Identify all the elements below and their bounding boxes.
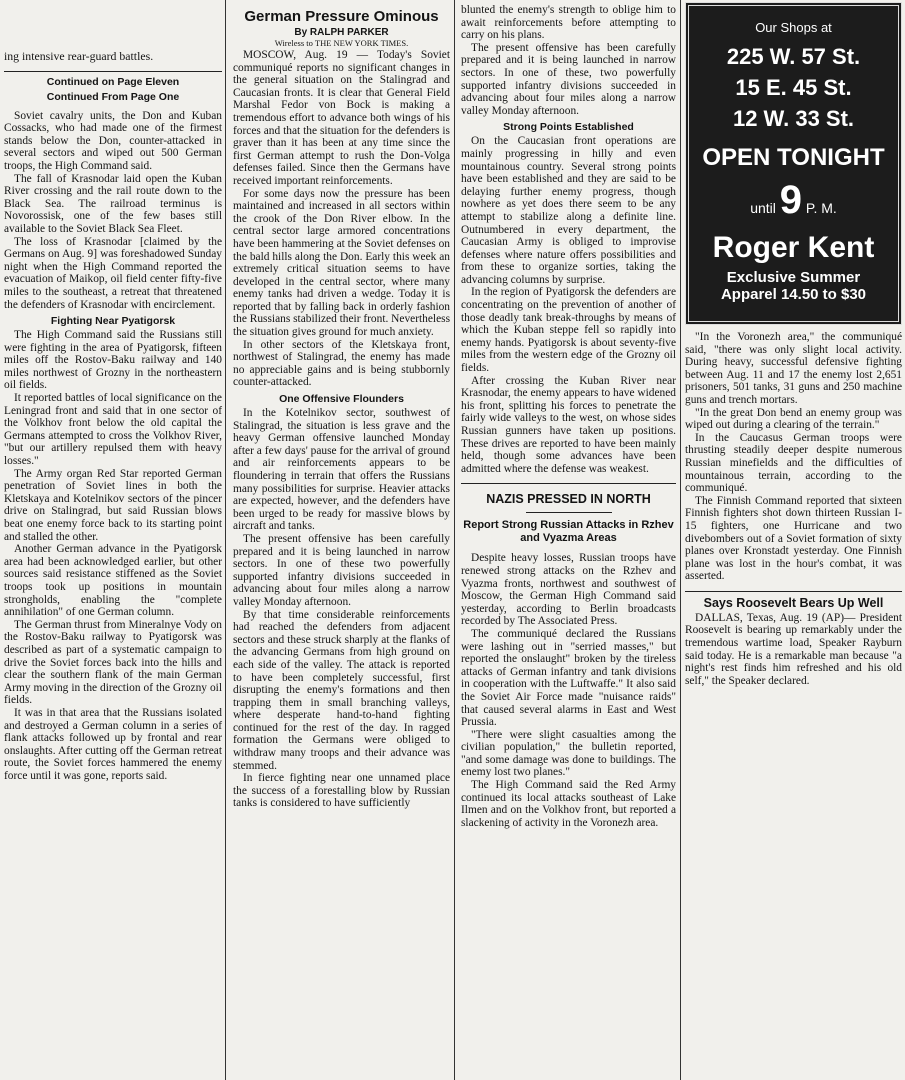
article-headline: German Pressure Ominous bbox=[244, 8, 439, 25]
subheading: Strong Points Established bbox=[503, 121, 634, 134]
paragraph: In the region of Pyatigorsk the defenders are concentrating on the prevention of another of those deadly tank break-throughs by means of which the Kuban steppe fell so rapidly into enemy hands. Pyatigorsk is about seventy-five miles from the western edge of the Grozny oil fields. bbox=[461, 286, 676, 375]
ad-price: Apparel 14.50 to $30 bbox=[720, 286, 867, 303]
ad-address: 225 W. 57 St. bbox=[726, 44, 861, 69]
paragraph: For some days now the pressure has been maintained and increased in all sectors within the crook of the Don River elbow. In the central sector large armored concentrations have been hammering at the Soviet defenses on the bald hills along the Don. Early this week an extremely critical situation seems to have developed in the central sector, where many enemy tanks had driven a wedge. Today it is reported that by falling back in orderly fashion the Russians stabilized their front. Nevertheless the situation gives ground for much anxiety. bbox=[233, 187, 451, 339]
ad-until: until bbox=[750, 200, 776, 216]
paragraph: The Army organ Red Star reported German penetration of Soviet lines in both the Kletskaya and Kotelnikov sectors of the pincer drive on Stalingrad, but said Russian blows beat one enemy force back to its starting point and stalled the other. bbox=[4, 467, 222, 543]
column-3 bbox=[456, 0, 680, 1080]
subheading: Fighting Near Pyatigorsk bbox=[50, 315, 176, 328]
paragraph: It reported battles of local significance on the Leningrad front and said that in one sector of the Volkhov front below the old capital the Germans attempted to cross the Volkhov River, "but our artillery repulsed them with heavy losses." bbox=[4, 392, 222, 468]
paragraph: After crossing the Kuban River near Krasnodar, the enemy appears to have widened his front, splitting his forces to penetrate the fairly wide valleys to the west, on whose sides Russian gunners have taken up positions. These drives are reported to have been mainly held, though some advances have been admitted where the defense was weakest. bbox=[461, 374, 676, 475]
continued-from-label: Continued From Page One bbox=[46, 90, 180, 103]
ad-hour: 9 bbox=[779, 178, 803, 222]
paragraph: In the Kotelnikov sector, southwest of Stalingrad, the situation is less grave and the heavy German offensive launched Monday after a few days' pause for the arrival of ground and air reinforcements appears to be floundering in terrain that offers the Russians many possibilities for surprise. Heavier attacks are expected, however, and the defenders have been urged to be ready for massive blows by aircraft and tanks. bbox=[233, 407, 450, 533]
divider bbox=[4, 71, 222, 72]
paragraph: The present offensive has been carefully prepared and it is being launched in narrow sectors. In one of these two powerfully supported infantry divisions succeeded in advancing about four miles along a narrow valley Monday afternoon. bbox=[233, 532, 450, 608]
paragraph: The communiqué declared the Russians were lashing out in "serried masses," but reported the onslaught" broken by the tireless attacks of German infantry and tank divisions in cooperation with the Luftwaffe." It also said the Soviet Air Force made "nuisance raids" that caused several alarms in East and West Prussia. bbox=[461, 627, 676, 729]
continued-on-label: Continued on Page Eleven bbox=[46, 75, 180, 88]
wire-credit: Wireless to THE NEW YORK TIMES. bbox=[274, 38, 409, 48]
paragraph: The Finnish Command reported that sixteen Finnish fighters shot down thirteen Russian I-15 fighters, one Hurricane and two divebombers out of a Soviet formation of sixty planes over Kronstadt yesterday. One Finnish plane was lost in the hour's combat, it was asserted. bbox=[685, 494, 902, 583]
paragraph: The High Command said the Russians still were fighting in the area of Pyatigorsk, fifteen miles off the Rostov-Baku railway and 140 miles northwest of Grozny in the northeastern oil fields. bbox=[4, 329, 222, 392]
byline: By RALPH PARKER bbox=[294, 27, 389, 38]
paragraph: "In the Voronezh area," the communiqué said, "there was only slight local activity. During heavy, successful defensive fighting between Aug. 11 and 17 the enemy lost 2,651 prisoners, 501 tanks, 31 guns and 250 machine guns and trench mortars. bbox=[685, 331, 902, 406]
ad-open-tonight: OPEN TONIGHT bbox=[702, 144, 885, 171]
subheading: One Offensive Flounders bbox=[279, 393, 404, 406]
column-2 bbox=[227, 0, 454, 1080]
article-headline: NAZIS PRESSED IN NORTH bbox=[486, 492, 651, 507]
paragraph: On the Caucasian front operations are mainly progressing in hilly and even mountainous country. Several strong points have been established and they are said to be delaying further enemy progress, though nowhere as yet does there seem to be any attempt to stabilize along a definite line. Outnumbered in every department, the Caucasian Army is obliged to improvise defenses where nature offers possibilities and from these to organize sorties, taking the advancing columns by surprise. bbox=[461, 135, 676, 286]
paragraph: DALLAS, Texas, Aug. 19 (AP)— President Roosevelt is bearing up remarkably under the tremendous wartime load, Speaker Rayburn said today. He is a remarkable man because "a night's rest finds him refreshed and his old self," the Speaker declared. bbox=[685, 611, 902, 687]
column-4 bbox=[681, 0, 905, 1080]
paragraph: The loss of Krasnodar [claimed by the Germans on Aug. 9] was foreshadowed Sunday night when the High Command reported the evacuation of Maikop, oil field center fifty-five miles to the southeast, a retreat that threatened the defenders of Krasnodar with encirclement. bbox=[4, 235, 222, 311]
ad-tagline: Exclusive Summer bbox=[726, 269, 861, 286]
paragraph: Soviet cavalry units, the Don and Kuban Cossacks, who had made one of the firmest stands below the Don, counter-attacked in several sectors and wiped out 500 German troops, the High Command said. bbox=[4, 109, 222, 172]
paragraph: In other sectors of the Kletskaya front, northwest of Stalingrad, the enemy has made no appreciable gains and is being stubbornly counter-attacked. bbox=[233, 338, 450, 389]
ad-address: 12 W. 33 St. bbox=[732, 106, 855, 131]
paragraph: In the Caucasus German troops were thrusting steadily deeper despite numerous Russian minefields and the difficulties of mountainous terrain, according to the communiqué. bbox=[685, 431, 902, 495]
ad-brand: Roger Kent bbox=[712, 231, 875, 264]
ad-address: 15 E. 45 St. bbox=[735, 75, 852, 100]
paragraph: blunted the enemy's strength to oblige him to await reinforcements before attempting to carry on his plans. bbox=[461, 4, 676, 42]
ad-hours bbox=[693, 178, 894, 223]
divider bbox=[526, 512, 612, 513]
ad-pm: P. M. bbox=[805, 200, 837, 216]
paragraph: "There were slight casualties among the civilian population," the bulletin reported, "and some damage was done to buildings. The enemy lost two planes." bbox=[461, 728, 676, 779]
paragraph: Despite heavy losses, Russian troops have renewed strong attacks on the Rzhev and Vyazma fronts, northwest and southwest of Moscow, the German High Command said yesterday, according to Berlin broadcasts recorded by The Associated Press. bbox=[461, 552, 676, 628]
divider bbox=[461, 483, 676, 484]
paragraph: The fall of Krasnodar laid open the Kuban River crossing and the rail route down to the Black Sea. The railroad terminus is Novorossisk, one of the few bases still available to the Soviet Black Sea Fleet. bbox=[4, 172, 222, 235]
paragraph: Another German advance in the Pyatigorsk area had been acknowledged earlier, but other sources said resistance stiffened as the Soviet troops took up positions in mountain strongholds, enabling the "complete annihilation" of one German column. bbox=[4, 543, 222, 619]
paragraph: It was in that area that the Russians isolated and destroyed a German column in a series of flank attacks followed up by frontal and rear onslaughts. After cutting off the German retreat route, the Soviet forces hammered the enemy force until it was gone, reports said. bbox=[4, 706, 222, 782]
paragraph: The present offensive has been carefully prepared and it is being launched in narrow sectors. In one of these, two powerfully supported infantry divisions succeeded in advancing about four miles along a narrow valley Monday afternoon. bbox=[461, 41, 676, 117]
column-1 bbox=[0, 0, 226, 1080]
paragraph: By that time considerable reinforcements had reached the defenders from adjacent sectors and these struck sharply at the flanks of the advancing Germans from high ground on each side of the valley. The attack is reported to have been completely successful, first disrupting the enemy's formations and then trapping them in small branching valleys, where desperate hand-to-hand fighting continued for the rest of the day. In ragged formation the Germans were obliged to withdraw many troops and their advance was stemmed. bbox=[233, 608, 450, 772]
divider bbox=[685, 591, 902, 592]
article-headline: Says Roosevelt Bears Up Well bbox=[703, 595, 884, 610]
paragraph: MOSCOW, Aug. 19 — Today's Soviet communiqué reports no significant changes in the general situation on the Stalingrad and Caucasian fronts. It is clear that General Field Marshal Fedor von Bock is making a tremendous effort to advance both wings of his forces and that the situation for the defenders is graver than it has been at any time since the first German attempt to rush the Don-Volga defenses failed. Since then the Germans have received important reinforcements. bbox=[233, 49, 450, 187]
paragraph: The German thrust from Mineralnye Vody on the Rostov-Baku railway to Pyatigorsk was described as part of a systematic campaign to drive the Soviet forces back into the hills and clear the southern flank of the main German Army moving in the direction of the Grozny oil fields. bbox=[4, 618, 222, 707]
ad-intro: Our Shops at bbox=[755, 20, 832, 35]
column-rule bbox=[454, 0, 455, 1080]
article-deck: Report Strong Russian Attacks in Rzhev and Vyazma Areas bbox=[463, 519, 674, 545]
paragraph: The High Command said the Red Army continued its local attacks southeast of Lake Ilmen and on the Volkhov front, but reported a slackening of activity in the Voronezh area. bbox=[461, 779, 676, 829]
paragraph: In fierce fighting near one unnamed place the success of a forestalling blow by Russian tanks is considered to have sufficiently bbox=[233, 772, 450, 810]
roger-kent-advertisement bbox=[685, 2, 902, 325]
top-line: ing intensive rear-guard battles. bbox=[4, 49, 154, 63]
paragraph: "In the great Don bend an enemy group was wiped out during a clearing of the terrain." bbox=[685, 406, 902, 432]
